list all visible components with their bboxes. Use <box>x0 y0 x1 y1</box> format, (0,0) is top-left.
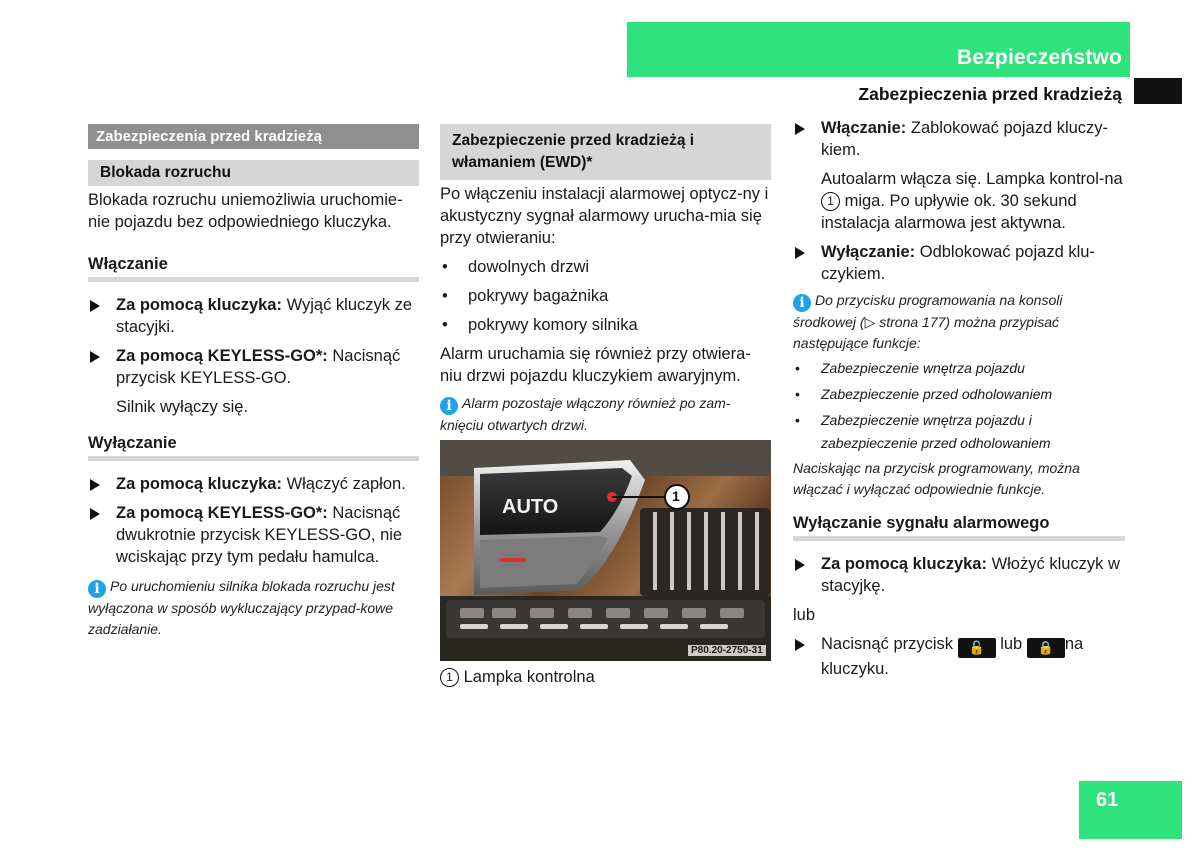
callout-number: 1 <box>672 488 680 504</box>
info-icon: i <box>793 294 811 312</box>
info-icon: i <box>440 397 458 415</box>
list-item: • pokrywy komory silnika <box>442 316 638 334</box>
section-bar: Zabezpieczenie przed kradzieżą i włamaniem (EWD)* <box>440 124 771 180</box>
info-note: i Po uruchomieniu silnika blokada rozruchu jest wyłączona w sposób wykluczający przypad-kowe zadziałanie. <box>88 578 395 637</box>
info-icon: i <box>88 580 106 598</box>
note-list-item: • Zabezpieczenie przed odholowaniem <box>795 386 1053 402</box>
list-item: Nacisnąć przycisk 🔓 lub 🔒 na kluczyku. <box>793 633 1125 680</box>
result-text: Autoalarm włącza się. Lampka kontrol-na 1 miga. Po upływie ok. 30 sekund instalacja alarmowa jest aktywna. <box>821 170 1123 232</box>
arrow-icon <box>90 300 100 312</box>
page-number: 61 <box>1096 789 1119 811</box>
column-1 <box>88 124 419 640</box>
heading-alarm-off: Wyłączanie sygnału alarmowego <box>793 512 1125 541</box>
section-title: Zabezpieczenia przed kradzieżą <box>858 84 1122 104</box>
chapter-tab <box>627 22 1130 77</box>
console-photo <box>440 440 771 661</box>
arrow-icon <box>90 479 100 491</box>
auto-label: AUTO <box>502 496 559 518</box>
heading-on: Włączanie <box>88 253 419 282</box>
note-end: Naciskając na przycisk programowany, można włączać i wyłączać odpowiednie funkcje. <box>793 460 1080 497</box>
arrow-icon <box>90 351 100 363</box>
note-list-item: • Zabezpieczenie wnętrza pojazdu i zabezpieczenie przed odholowaniem <box>795 412 1051 451</box>
arrow-icon <box>795 247 805 259</box>
arrow-icon <box>795 123 805 135</box>
photo-caption: 1 Lampka kontrolna <box>440 666 595 688</box>
column-3 <box>793 117 1125 680</box>
section-bar: Zabezpieczenia przed kradzieżą <box>88 124 419 149</box>
subsection-bar: Blokada rozruchu <box>88 160 419 186</box>
list-item: Za pomocą KEYLESS-GO*: Nacisnąć przycisk KEYLESS-GO. <box>88 345 419 389</box>
console-illustration <box>440 440 771 661</box>
list-item: Za pomocą kluczyka: Wyjąć kluczyk ze stacyjki. <box>88 294 419 338</box>
note-list-item: • Zabezpieczenie wnętrza pojazdu <box>795 360 1025 376</box>
info-note: i Do przycisku programowania na konsoli środkowej (▷ strona 177) można przypisać następujące funkcje: <box>793 292 1063 351</box>
arrow-icon <box>90 508 100 520</box>
info-note: i Alarm pozostaje włączony również po zam-knięciu otwartych drzwi. <box>440 395 731 433</box>
list-item: Wyłączanie: Odblokować pojazd klu-czykiem. <box>793 241 1125 285</box>
lock-icon: 🔒 <box>1027 638 1065 658</box>
section-marker <box>1134 78 1182 104</box>
image-reference: P80.20-2750-31 <box>688 645 766 656</box>
intro-text: Po włączeniu instalacji alarmowej optycz-ny i akustyczny sygnał alarmowy urucha-mia się przy otwieraniu: <box>440 185 769 247</box>
list-item: Za pomocą kluczyka: Włożyć kluczyk w stacyjkę. <box>793 553 1125 597</box>
list-item: Włączanie: Zablokować pojazd kluczy-kiem. <box>793 117 1125 161</box>
column-2 <box>440 124 771 436</box>
unlock-icon: 🔓 <box>958 638 996 658</box>
list-item: Za pomocą kluczyka: Włączyć zapłon. <box>88 473 419 495</box>
list-item: Za pomocą KEYLESS-GO*: Nacisnąć dwukrotnie przycisk KEYLESS-GO, nie wciskając przy tym pedału hamulca. <box>88 502 419 568</box>
chapter-title: Bezpieczeństwo <box>956 46 1122 69</box>
alarm-text: Alarm uruchamia się również przy otwiera-niu drzwi pojazdu kluczykiem awaryjnym. <box>440 345 751 385</box>
arrow-icon <box>795 559 805 571</box>
or-text: lub <box>793 606 816 624</box>
intro-text: Blokada rozruchu uniemożliwia uruchomie-nie pojazdu bez odpowiedniego kluczyka. <box>88 191 403 231</box>
list-item: • pokrywy bagażnika <box>442 287 609 305</box>
page-number-box <box>1079 781 1182 839</box>
result-text: Silnik wyłączy się. <box>116 398 249 416</box>
arrow-icon <box>795 639 805 651</box>
heading-off: Wyłączanie <box>88 432 419 461</box>
list-item: • dowolnych drzwi <box>442 258 590 276</box>
